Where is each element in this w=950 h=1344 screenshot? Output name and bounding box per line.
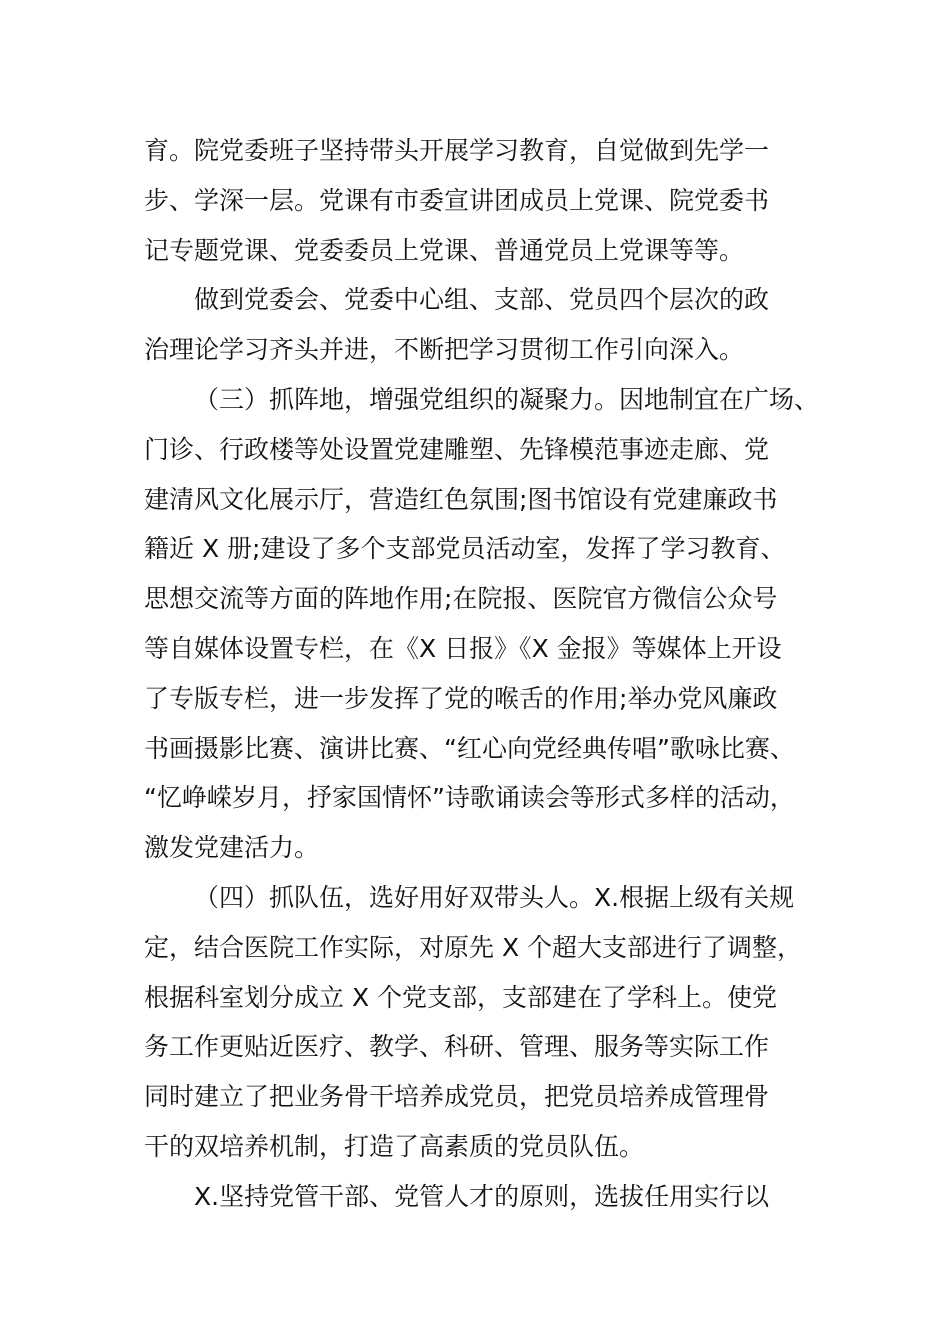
section-heading-line: （三）抓阵地，增强党组织的凝聚力。因地制宜在广场、: [194, 384, 820, 414]
text-line: 定，结合医院工作实际，对原先 X 个超大支部进行了调整，: [144, 932, 803, 962]
text-line: 书画摄影比赛、演讲比赛、“红心向党经典传唱”歌咏比赛、: [144, 733, 795, 763]
text-line: 育。院党委班子坚持带头开展学习教育，自觉做到先学一: [144, 136, 770, 165]
text-line: 治理论学习齐头并进，不断把学习贯彻工作引向深入。: [144, 335, 745, 365]
text-line: 籍近 X 册;建设了多个支部党员活动室，发挥了学习教育、: [144, 534, 786, 564]
text-line: 建清风文化展示厅，营造红色氛围;图书馆设有党建廉政书: [144, 484, 778, 514]
section-heading-line: （四）抓队伍，选好用好双带头人。X.根据上级有关规: [194, 882, 795, 912]
text-line: 等自媒体设置专栏，在《X 日报》《X 金报》等媒体上开设: [144, 633, 782, 663]
text-line: 门诊、行政楼等处设置党建雕塑、先锋模范事迹走廊、党: [144, 434, 770, 464]
text-line: 步、学深一层。党课有市委宣讲团成员上党课、院党委书: [144, 185, 770, 215]
text-line: 根据科室划分成立 X 个党支部，支部建在了学科上。使党: [144, 982, 778, 1012]
text-line: 思想交流等方面的阵地作用;在院报、医院官方微信公众号: [144, 584, 778, 614]
text-line: 务工作更贴近医疗、教学、科研、管理、服务等实际工作: [144, 1032, 770, 1062]
text-line: 干的双培养机制，打造了高素质的党员队伍。: [144, 1131, 645, 1161]
paragraph-first-line: X.坚持党管干部、党管人才的原则，选拔任用实行以: [194, 1181, 770, 1211]
text-line: 了专版专栏，进一步发挥了党的喉舌的作用;举办党风廉政: [144, 683, 778, 713]
paragraph-first-line: 做到党委会、党委中心组、支部、党员四个层次的政: [194, 285, 770, 315]
text-line: 记专题党课、党委委员上党课、普通党员上党课等等。: [144, 235, 745, 265]
document-body: [144, 126, 844, 1222]
text-line: 同时建立了把业务骨干培养成党员，把党员培养成管理骨: [144, 1082, 770, 1112]
text-line: 激发党建活力。: [144, 833, 320, 863]
text-line: “忆峥嵘岁月，抒家国情怀”诗歌诵读会等形式多样的活动，: [144, 783, 795, 813]
